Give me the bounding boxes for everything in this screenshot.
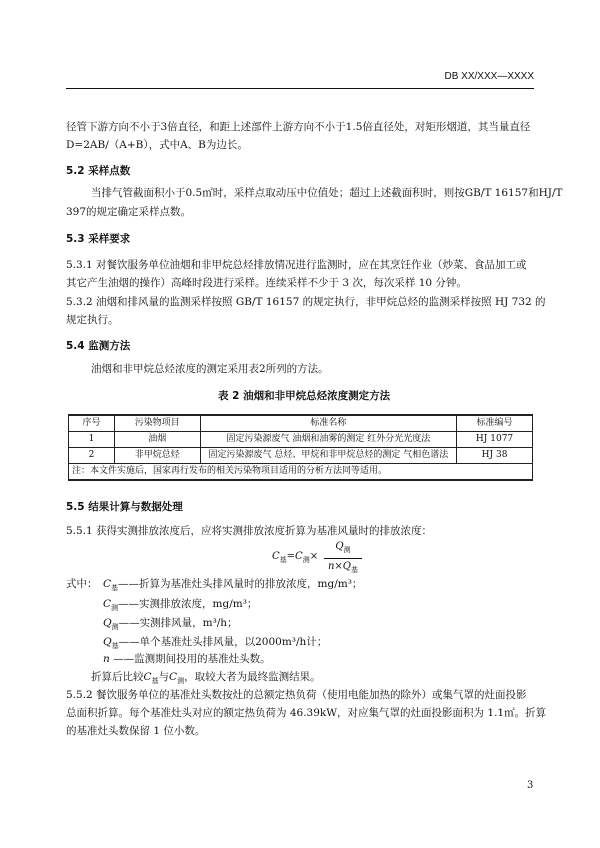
para-line: 5.3.2 油烟和排风量的监测采样按照 GB/T 16157 的规定执行，非甲烷总烃的监测采样按照 HJ 732 的	[66, 296, 546, 308]
table-cell: 油烟	[114, 432, 200, 448]
table-cell: 非甲烷总烃	[114, 448, 200, 464]
table-header-row	[69, 415, 533, 432]
para-line: 5.5.2 餐饮服务单位的基准灶头数按灶的总额定热负荷（使用电能加热的除外）或集气罩的灶面投影	[66, 689, 527, 701]
document-code: DB XX/XXX—XXXX	[444, 71, 534, 82]
para-line: 其它产生油烟的操作）高峰时段进行采样。连续采样不少于 3 次，每次采样 10 分钟。	[66, 277, 467, 289]
table-cell: HJ 38	[457, 448, 533, 464]
table-cell: 2	[69, 448, 115, 464]
formula	[272, 540, 359, 574]
header-rule	[66, 88, 534, 89]
para-line: 径管下游方向不小于3倍直径，和距上述部件上游方向不小于1.5倍直径处，对矩形烟道，其当量直径	[66, 121, 531, 133]
formula-denominator: $n\times Q_基$	[327, 561, 359, 574]
page-number: 3	[527, 780, 534, 791]
definition-line: $Q_基——$单个基准灶头排风量，以2000m³/h计；	[103, 636, 328, 651]
section-heading-5-4: 5.4 监测方法	[66, 340, 131, 352]
table-note: 注：本文件实施后，国家再行发布的相关污染物项目适用的分析方法同等适用。	[69, 464, 533, 481]
table-row	[69, 448, 533, 464]
formula-numerator: $Q_测$	[324, 540, 362, 559]
where-label: 式中：	[66, 578, 98, 590]
para-line: 397的规定确定采样点数。	[66, 206, 192, 218]
table-header-cell: 标准名称	[200, 415, 456, 432]
para-line: 总面积折算。每个基准灶头对应的额定热负荷为 46.39kW，对应集气罩的灶面投影面积为 1.1㎡。折算	[66, 707, 547, 719]
table-cell: HJ 1077	[457, 432, 533, 448]
table-cell: 固定污染源废气 油烟和油雾的测定 红外分光光度法	[200, 432, 456, 448]
para-line: 5.5.1 获得实测排放浓度后，应将实测排放浓度折算为基准风量时的排放浓度：	[66, 525, 433, 537]
table-header-cell: 标准编号	[457, 415, 533, 432]
para-line: 油烟和非甲烷总烃浓度的测定采用表2所列的方法。	[91, 363, 329, 375]
compare-line: 折算后比较$C_基$与$C_测$，取较大者为最终监测结果。	[91, 671, 321, 686]
para-line: 5.3.1 对餐饮服务单位油烟和非甲烷总烃排放情况进行监测时，应在其烹饪作业（炒菜、食品加工或	[66, 259, 527, 271]
para-line: 当排气管截面积小于0.5㎡时，采样点取动压中位值处；超过上述截面积时，则按GB/T 16157和HJ/T	[91, 187, 563, 199]
table-header-cell: 污染物项目	[114, 415, 200, 432]
para-line: 的基准灶头数保留 1 位小数。	[66, 725, 206, 737]
para-line: D=2AB/（A+B），式中A、B为边长。	[66, 139, 248, 151]
definition-line: $C_基——$折算为基准灶头排风量时的排放浓度，mg/m³；	[103, 578, 363, 593]
table-note-row	[69, 464, 533, 481]
definition-line: n ——监测期间投用的基准灶头数。	[103, 653, 271, 665]
para-line: 规定执行。	[66, 314, 119, 326]
methods-table	[68, 414, 533, 481]
table-header-cell: 序号	[69, 415, 115, 432]
table-cell: 固定污染源废气 总烃、甲烷和非甲烷总烃的测定 气相色谱法	[200, 448, 456, 464]
section-heading-5-2: 5.2 采样点数	[66, 165, 131, 177]
definition-line: $C_测——$实测排放浓度，mg/m³；	[103, 598, 258, 613]
section-heading-5-5: 5.5 结果计算与数据处理	[66, 501, 183, 513]
formula-lhs: $C_基=C_测\times$	[272, 551, 319, 564]
definition-line: $Q_测——$实测排风量，m³/h；	[103, 617, 238, 632]
table-row	[69, 432, 533, 448]
section-heading-5-3: 5.3 采样要求	[66, 233, 131, 245]
formula-fraction	[324, 540, 362, 577]
table-cell: 1	[69, 432, 115, 448]
table-caption: 表 2 油烟和非甲烷总烃浓度测定方法	[218, 390, 391, 402]
